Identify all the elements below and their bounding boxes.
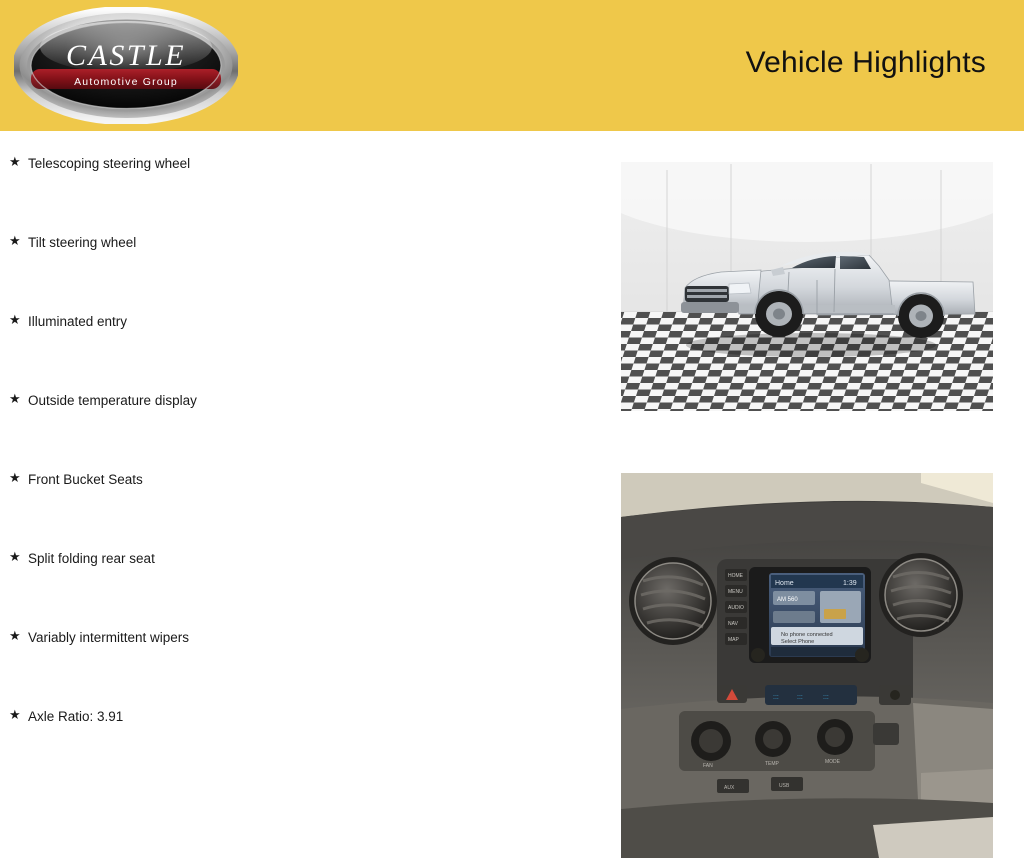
list-item-label: Variably intermittent wipers [28, 630, 190, 645]
list-item-label: Axle Ratio: 3.91 [28, 709, 124, 724]
list-item [0, 605, 600, 684]
list-item [0, 131, 600, 210]
svg-text:MENU: MENU [728, 589, 743, 595]
star-icon: ★ [9, 707, 21, 722]
star-icon: ★ [9, 628, 21, 643]
star-icon: ★ [9, 312, 21, 327]
list-item [0, 289, 600, 368]
star-icon: ★ [9, 233, 21, 248]
svg-text:HOME: HOME [728, 573, 743, 579]
list-item-label: Illuminated entry [28, 314, 128, 329]
svg-text:Automotive Group: Automotive Group [74, 76, 178, 88]
vehicle-interior-photo [621, 473, 993, 858]
star-icon: ★ [9, 391, 21, 406]
svg-text:No phone connected: No phone connected [781, 632, 833, 638]
vehicle-exterior-photo [621, 162, 993, 411]
list-item [0, 526, 600, 605]
list-item [0, 447, 600, 526]
svg-text:AUDIO: AUDIO [728, 605, 744, 611]
list-item [0, 684, 600, 763]
star-icon: ★ [9, 154, 21, 169]
vehicle-highlights-list [0, 131, 600, 763]
svg-text::::: ::: [797, 694, 803, 701]
svg-text::::: ::: [773, 694, 779, 701]
svg-text:Home: Home [775, 580, 794, 587]
main-content [0, 131, 1024, 791]
list-item [0, 368, 600, 447]
svg-text:AUX: AUX [724, 785, 735, 791]
svg-text:NAV: NAV [728, 621, 738, 627]
list-item-label: Telescoping steering wheel [28, 156, 191, 171]
svg-text:MODE: MODE [825, 759, 840, 765]
page-title: Vehicle Highlights [745, 46, 986, 79]
svg-text:AM 560: AM 560 [777, 597, 798, 603]
svg-text:1:39: 1:39 [843, 580, 857, 587]
list-item-label: Tilt steering wheel [28, 235, 137, 250]
list-item-label: Front Bucket Seats [28, 472, 143, 487]
svg-text:USB: USB [779, 783, 790, 789]
page-header [0, 0, 1024, 131]
svg-text:CASTLE: CASTLE [65, 39, 187, 72]
star-icon: ★ [9, 549, 21, 564]
svg-text:Select Phone: Select Phone [781, 639, 815, 645]
list-item [0, 210, 600, 289]
svg-text:TEMP: TEMP [765, 761, 779, 767]
list-item-label: Outside temperature display [28, 393, 197, 408]
castle-automotive-group-logo [14, 7, 238, 124]
star-icon: ★ [9, 470, 21, 485]
svg-text:MAP: MAP [728, 637, 739, 643]
list-item-label: Split folding rear seat [28, 551, 155, 566]
svg-text:FAN: FAN [703, 763, 713, 769]
svg-text::::: ::: [823, 694, 829, 701]
